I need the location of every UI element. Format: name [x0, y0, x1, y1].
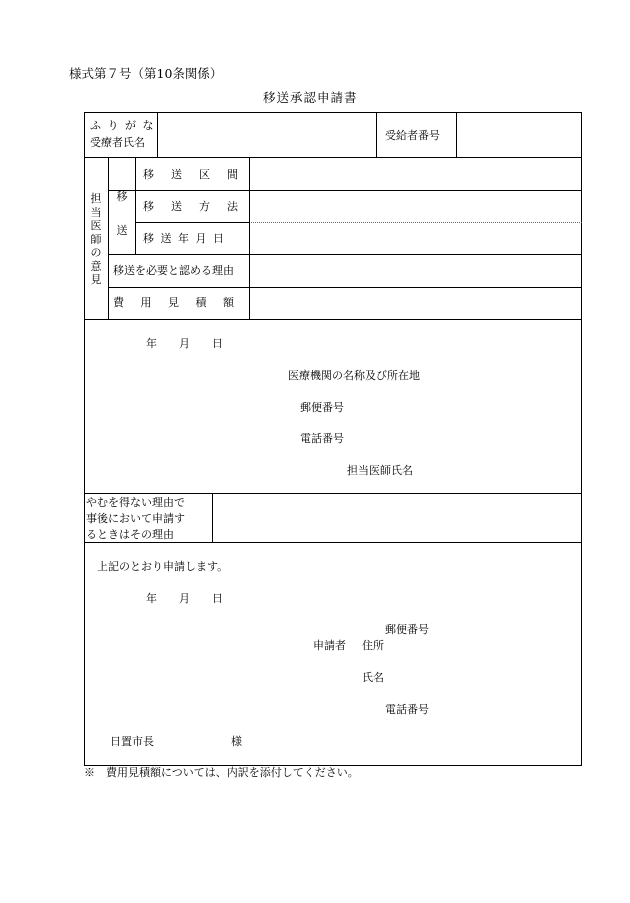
- addressee: 日置市長: [110, 735, 154, 748]
- transport-group-label: 移送: [116, 190, 128, 237]
- column-divider: [135, 157, 136, 254]
- transport-reason-field[interactable]: [250, 255, 581, 286]
- doctor-postal-code-label: 郵便番号: [300, 401, 344, 414]
- column-divider: [108, 157, 109, 319]
- late-reason-label-line-3: るときはその理由: [86, 528, 174, 541]
- late-reason-label-line-2: 事後において申請す: [86, 512, 185, 525]
- transport-date-field[interactable]: [250, 223, 581, 253]
- row-divider: [84, 542, 582, 543]
- row-divider: [84, 319, 582, 320]
- applicant-name-label: 氏名: [362, 671, 384, 684]
- applicant-label: 申請者: [313, 639, 346, 652]
- form-number: 様式第７号（第10条関係）: [69, 66, 223, 81]
- applicant-postal-code-label: 郵便番号: [385, 623, 429, 636]
- estimated-cost-field[interactable]: [250, 288, 581, 318]
- addressee-honorific: 様: [231, 735, 242, 748]
- doctor-name-label: 担当医師氏名: [347, 464, 413, 477]
- application-date: 年 月 日: [146, 592, 223, 605]
- doctor-date: 年 月 日: [146, 337, 223, 350]
- form-title: 移送承認申請書: [263, 90, 358, 105]
- doctor-phone-label: 電話番号: [300, 432, 344, 445]
- applicant-phone-label: 電話番号: [385, 703, 429, 716]
- furigana-label: ふりがな: [90, 119, 160, 132]
- patient-name-field[interactable]: [158, 113, 375, 156]
- recipient-number-field[interactable]: [457, 113, 581, 156]
- late-reason-label-line-1: やむを得ない理由で: [86, 496, 185, 509]
- transport-date-label: 移送年月日: [143, 232, 231, 245]
- late-reason-field[interactable]: [213, 494, 581, 541]
- application-statement: 上記のとおり申請します。: [97, 560, 229, 573]
- recipient-number-label: 受給者番号: [385, 129, 440, 142]
- transport-method-label: 移送方法: [143, 200, 255, 213]
- institution-label: 医療機関の名称及び所在地: [288, 369, 420, 382]
- footnote: ※ 費用見積額については、内訳を添付してください。: [84, 766, 359, 779]
- transport-method-field[interactable]: [250, 191, 581, 221]
- estimated-cost-label: 費用見積額: [113, 296, 251, 309]
- transport-section-label: 移送区間: [143, 168, 255, 181]
- doctor-opinion-label: 担当医師の意見: [90, 192, 102, 286]
- row-divider: [135, 222, 249, 223]
- applicant-address-label: 住所: [362, 639, 384, 652]
- patient-name-label: 受療者氏名: [90, 136, 145, 149]
- transport-reason-label: 移送を必要と認める理由: [113, 264, 234, 277]
- transport-section-field[interactable]: [250, 158, 581, 189]
- column-divider: [376, 112, 377, 157]
